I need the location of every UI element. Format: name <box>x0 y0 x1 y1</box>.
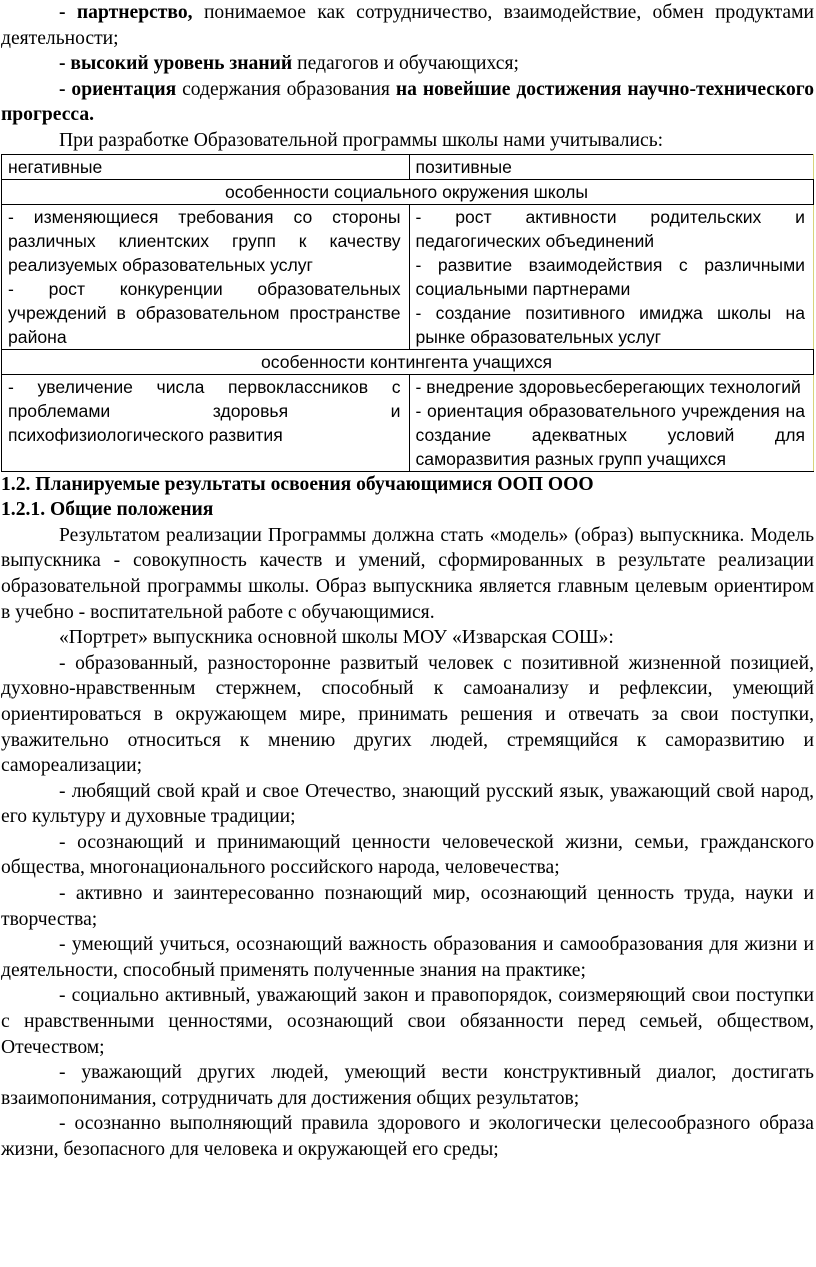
portrait-item: - социально активный, уважающий закон и правопорядок, соизмеряющий свои поступки с нравственными ценностями, осознающий свои обязанности перед семьей, обществом, Отечеством; <box>1 985 814 1058</box>
intro-considered: При разработке Образовательной программы школы нами учитывались: <box>59 129 664 151</box>
intro-knowledge-rest: педагогов и обучающихся; <box>292 53 519 75</box>
portrait-item: - осознанно выполняющий правила здорового и экологически целесообразного образа жизни, безопасного для человека и окружающей его среды; <box>1 1113 814 1160</box>
students-positive-item: - ориентация образовательного учреждения на создание адекватных условий для саморазвития разных групп учащихся <box>415 400 805 469</box>
section-title-row <box>2 179 814 204</box>
intro-orientation-bold2: на новейшие достижения научно-технического прогресса. <box>1 78 814 126</box>
social-positive-item: - рост активности родительских и педагогических объединений <box>415 206 805 251</box>
social-positive-item: - создание позитивного имиджа школы на рынке образовательных услуг <box>415 302 805 347</box>
graduate-model-paragraph: Результатом реализации Программы должна стать «модель» (образ) выпускника. Модель выпускника - совокупность качеств и умений, сформированных в результате реализации образовательной программы школы. Образ выпускника является главным целевым ориентиром в учебно - воспитательной работе с обучающимися. <box>1 524 814 623</box>
portrait-item: - любящий свой край и свое Отечество, знающий русский язык, уважающий свой народ, его культуру и духовные традиции; <box>1 780 814 828</box>
portrait-item: - умеющий учиться, осознающий важность образования и самообразования для жизни и деятельности, способный применять полученные знания на практике; <box>1 934 814 981</box>
graduate-portrait-intro: «Портрет» выпускника основной школы МОУ «Изварская СОШ»: <box>59 627 614 649</box>
students-positive-item: - внедрение здоровьесберегающих технологий <box>415 376 801 397</box>
table-header-row <box>2 154 814 179</box>
intro-knowledge <box>1 51 814 77</box>
header-negative: негативные <box>2 154 410 179</box>
intro-partnership-rest: понимаемое как сотрудничество, взаимодействие, обмен продуктами деятельности; <box>1 2 814 49</box>
social-negative-item: - рост конкуренции образовательных учреждений в образовательном пространстве района <box>8 278 401 347</box>
factors-table <box>1 154 814 472</box>
intro-orientation <box>1 77 814 128</box>
portrait-item: - уважающий других людей, умеющий вести конструктивный диалог, достигать взаимопонимания, сотрудничать для достижения общих результатов; <box>1 1062 814 1109</box>
students-negative-item: - увеличение числа первоклассников с проблемами здоровья и психофизиологического развития <box>8 376 401 445</box>
section-heading: 1.2. Планируемые результаты освоения обучающимися ООП ООО <box>1 473 594 495</box>
intro-knowledge-bold: - высокий уровень знаний <box>59 53 293 75</box>
social-positive-item: - развитие взаимодействия с различными социальными партнерами <box>415 254 805 299</box>
intro-orientation-mid: содержания образования <box>176 78 396 100</box>
intro-orientation-bold1: - ориентация <box>59 78 177 100</box>
table-row <box>2 204 814 349</box>
section-social-title: особенности социального окружения школы <box>2 179 814 204</box>
social-negative-cell <box>2 204 410 349</box>
section-title-row <box>2 349 814 374</box>
social-negative-item: - изменяющиеся требования со стороны различных клиентских групп к качеству реализуемых образовательных услуг <box>8 206 401 275</box>
students-negative-cell <box>2 374 410 471</box>
portrait-item: - осознающий и принимающий ценности человеческой жизни, семьи, гражданского общества, многонационального российского народа, человечества; <box>1 831 814 879</box>
intro-partnership-bold: артнерство, <box>88 2 193 23</box>
intro-partnership <box>1 0 814 51</box>
subsection-heading: 1.2.1. Общие положения <box>1 499 214 521</box>
section-students-title: особенности контингента учащихся <box>2 349 814 374</box>
social-positive-cell <box>409 204 814 349</box>
portrait-item: - активно и заинтересованно познающий мир, осознающий ценность труда, науки и творчества; <box>1 883 814 930</box>
table-row <box>2 374 814 471</box>
header-positive: позитивные <box>409 154 814 179</box>
students-positive-cell <box>409 374 814 471</box>
intro-partnership-lead: - п <box>59 2 89 23</box>
portrait-item: - образованный, разносторонне развитый человек с позитивной жизненной позицией, духовно-нравственным стержнем, способный к самоанализу и рефлексии, умеющий ориентироваться в окружающем мире, принимать решения и отвечать за свои поступки, уважительно относиться к мнению других людей, стремящийся к саморазвитию и самореализации; <box>1 652 814 777</box>
